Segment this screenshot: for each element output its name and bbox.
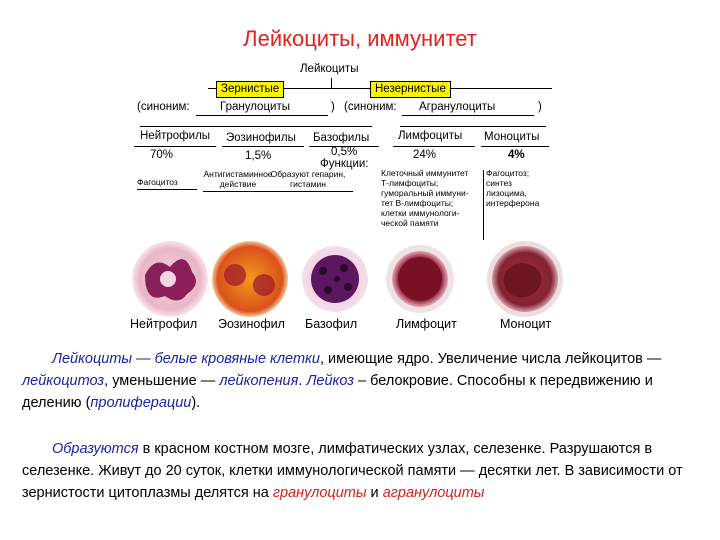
synonym-left-open: (синоним: xyxy=(137,101,190,113)
synonym-left-close: ) xyxy=(331,101,335,113)
percent-eosinophils: 1,5% xyxy=(245,150,272,162)
term-leukopenia: лейкопения xyxy=(219,373,299,389)
paragraph-text: – белокровие. Способны к передвижению и делению ( xyxy=(22,373,653,411)
cell-label-monocyte: Моноцит xyxy=(500,317,552,331)
monocytes-underline xyxy=(481,146,549,147)
function-lymphocytes-line: тет В-лимфоциты; xyxy=(381,198,454,208)
function-lymphocytes-line: ческой памяти xyxy=(381,218,439,228)
function-lymphocytes xyxy=(381,168,469,228)
root-stem xyxy=(331,78,332,88)
type-lymphocytes: Лимфоциты xyxy=(398,130,463,142)
function-monocytes-line: Фагоцитоз; xyxy=(486,168,530,178)
eosinophil-icon xyxy=(212,241,288,317)
basophil-icon xyxy=(302,246,368,312)
type-eosinophils: Эозинофилы xyxy=(226,132,296,144)
function-eosinophils-text: Антигистаминное действие xyxy=(203,169,273,189)
function-basophils xyxy=(263,169,353,189)
cell-label-neutrophil: Нейтрофил xyxy=(130,317,198,331)
type-basophils: Базофилы xyxy=(313,132,370,144)
percent-lymphocytes: 24% xyxy=(413,149,437,161)
monocyte-icon xyxy=(487,241,563,317)
term-leukocytes: Лейкоциты — белые кровяные клетки xyxy=(52,351,320,367)
percent-basophils: 0,5% xyxy=(331,146,358,158)
paragraph-text: в красном костном мозге, лимфатических узлах, селезенке. Разрушаются в селезенке. Живут до 20 суток, клетки иммунологической памяти — десятки лет. В зависимости от зернистости цитоплазмы делятся на xyxy=(22,441,683,501)
cell-label-eosinophil: Эозинофил xyxy=(218,317,285,331)
paragraph-text: . xyxy=(298,373,307,389)
agranulocytes-label: Агранулоциты xyxy=(419,101,496,113)
paragraph-text: ). xyxy=(191,395,201,411)
function-lymphocytes-line: клетки иммунологи- xyxy=(381,208,460,218)
functions-label: Функции: xyxy=(320,158,369,170)
page-title: Лейкоциты, иммунитет xyxy=(243,26,477,51)
function-divider xyxy=(483,170,484,240)
type-monocytes: Моноциты xyxy=(484,131,540,143)
eosinophils-underline xyxy=(222,146,304,147)
cell-images xyxy=(0,235,720,320)
percent-neutrophils: 70% xyxy=(150,149,174,161)
paragraph-definition xyxy=(22,348,702,414)
function-basophils-underline xyxy=(263,191,353,192)
function-lymphocytes-line: гуморальный иммуни- xyxy=(381,188,469,198)
neutrophils-underline xyxy=(134,146,216,147)
synonym-right-close: ) xyxy=(538,101,542,113)
granulocytes-underline xyxy=(196,115,328,116)
function-basophils-text: Образуют гепарин, гистамин xyxy=(270,169,346,189)
nongranular-box: Незернистые xyxy=(370,81,451,98)
function-lymphocytes-line: Т-лимфоциты; xyxy=(381,178,439,188)
granular-box: Зернистые xyxy=(216,81,284,98)
term-agranulocytes: агранулоциты xyxy=(382,485,485,501)
root-label: Лейкоциты xyxy=(300,63,359,75)
term-granulocytes: гранулоциты xyxy=(272,485,367,501)
granulocytes-label: Гранулоциты xyxy=(220,101,290,113)
granulocyte-types-line xyxy=(140,126,372,127)
percent-monocytes: 4% xyxy=(508,149,525,161)
function-neutrophils-underline xyxy=(137,189,197,190)
agranulocyte-types-line xyxy=(400,126,546,127)
synonym-right-open: (синоним: xyxy=(344,101,397,113)
term-leukocytosis: лейкоцитоз xyxy=(22,373,105,389)
type-neutrophils: Нейтрофилы xyxy=(140,130,211,142)
neutrophil-icon xyxy=(132,241,208,317)
function-monocytes xyxy=(486,168,539,208)
function-neutrophils: Фагоцитоз xyxy=(137,177,178,187)
paragraph-origin xyxy=(22,438,702,504)
term-leukosis: Лейкоз xyxy=(306,373,354,389)
function-monocytes-line: лизоцима, xyxy=(486,188,527,198)
lymphocyte-icon xyxy=(386,245,454,313)
agranulocytes-underline xyxy=(402,115,534,116)
paragraph-text: , имеющие ядро. Увеличение числа лейкоцитов — xyxy=(319,351,662,367)
lymphocytes-underline xyxy=(393,146,475,147)
cell-label-lymphocyte: Лимфоцит xyxy=(396,317,457,331)
paragraph-text: , уменьшение — xyxy=(104,373,220,389)
term-proliferation: пролиферации xyxy=(90,395,192,411)
function-lymphocytes-line: Клеточный иммунитет xyxy=(381,168,469,178)
function-monocytes-line: синтез xyxy=(486,178,512,188)
paragraph-text: и xyxy=(366,485,383,501)
term-formed: Образуются xyxy=(52,441,139,457)
function-monocytes-line: интерферона xyxy=(486,198,540,208)
cell-label-basophil: Базофил xyxy=(305,317,358,331)
